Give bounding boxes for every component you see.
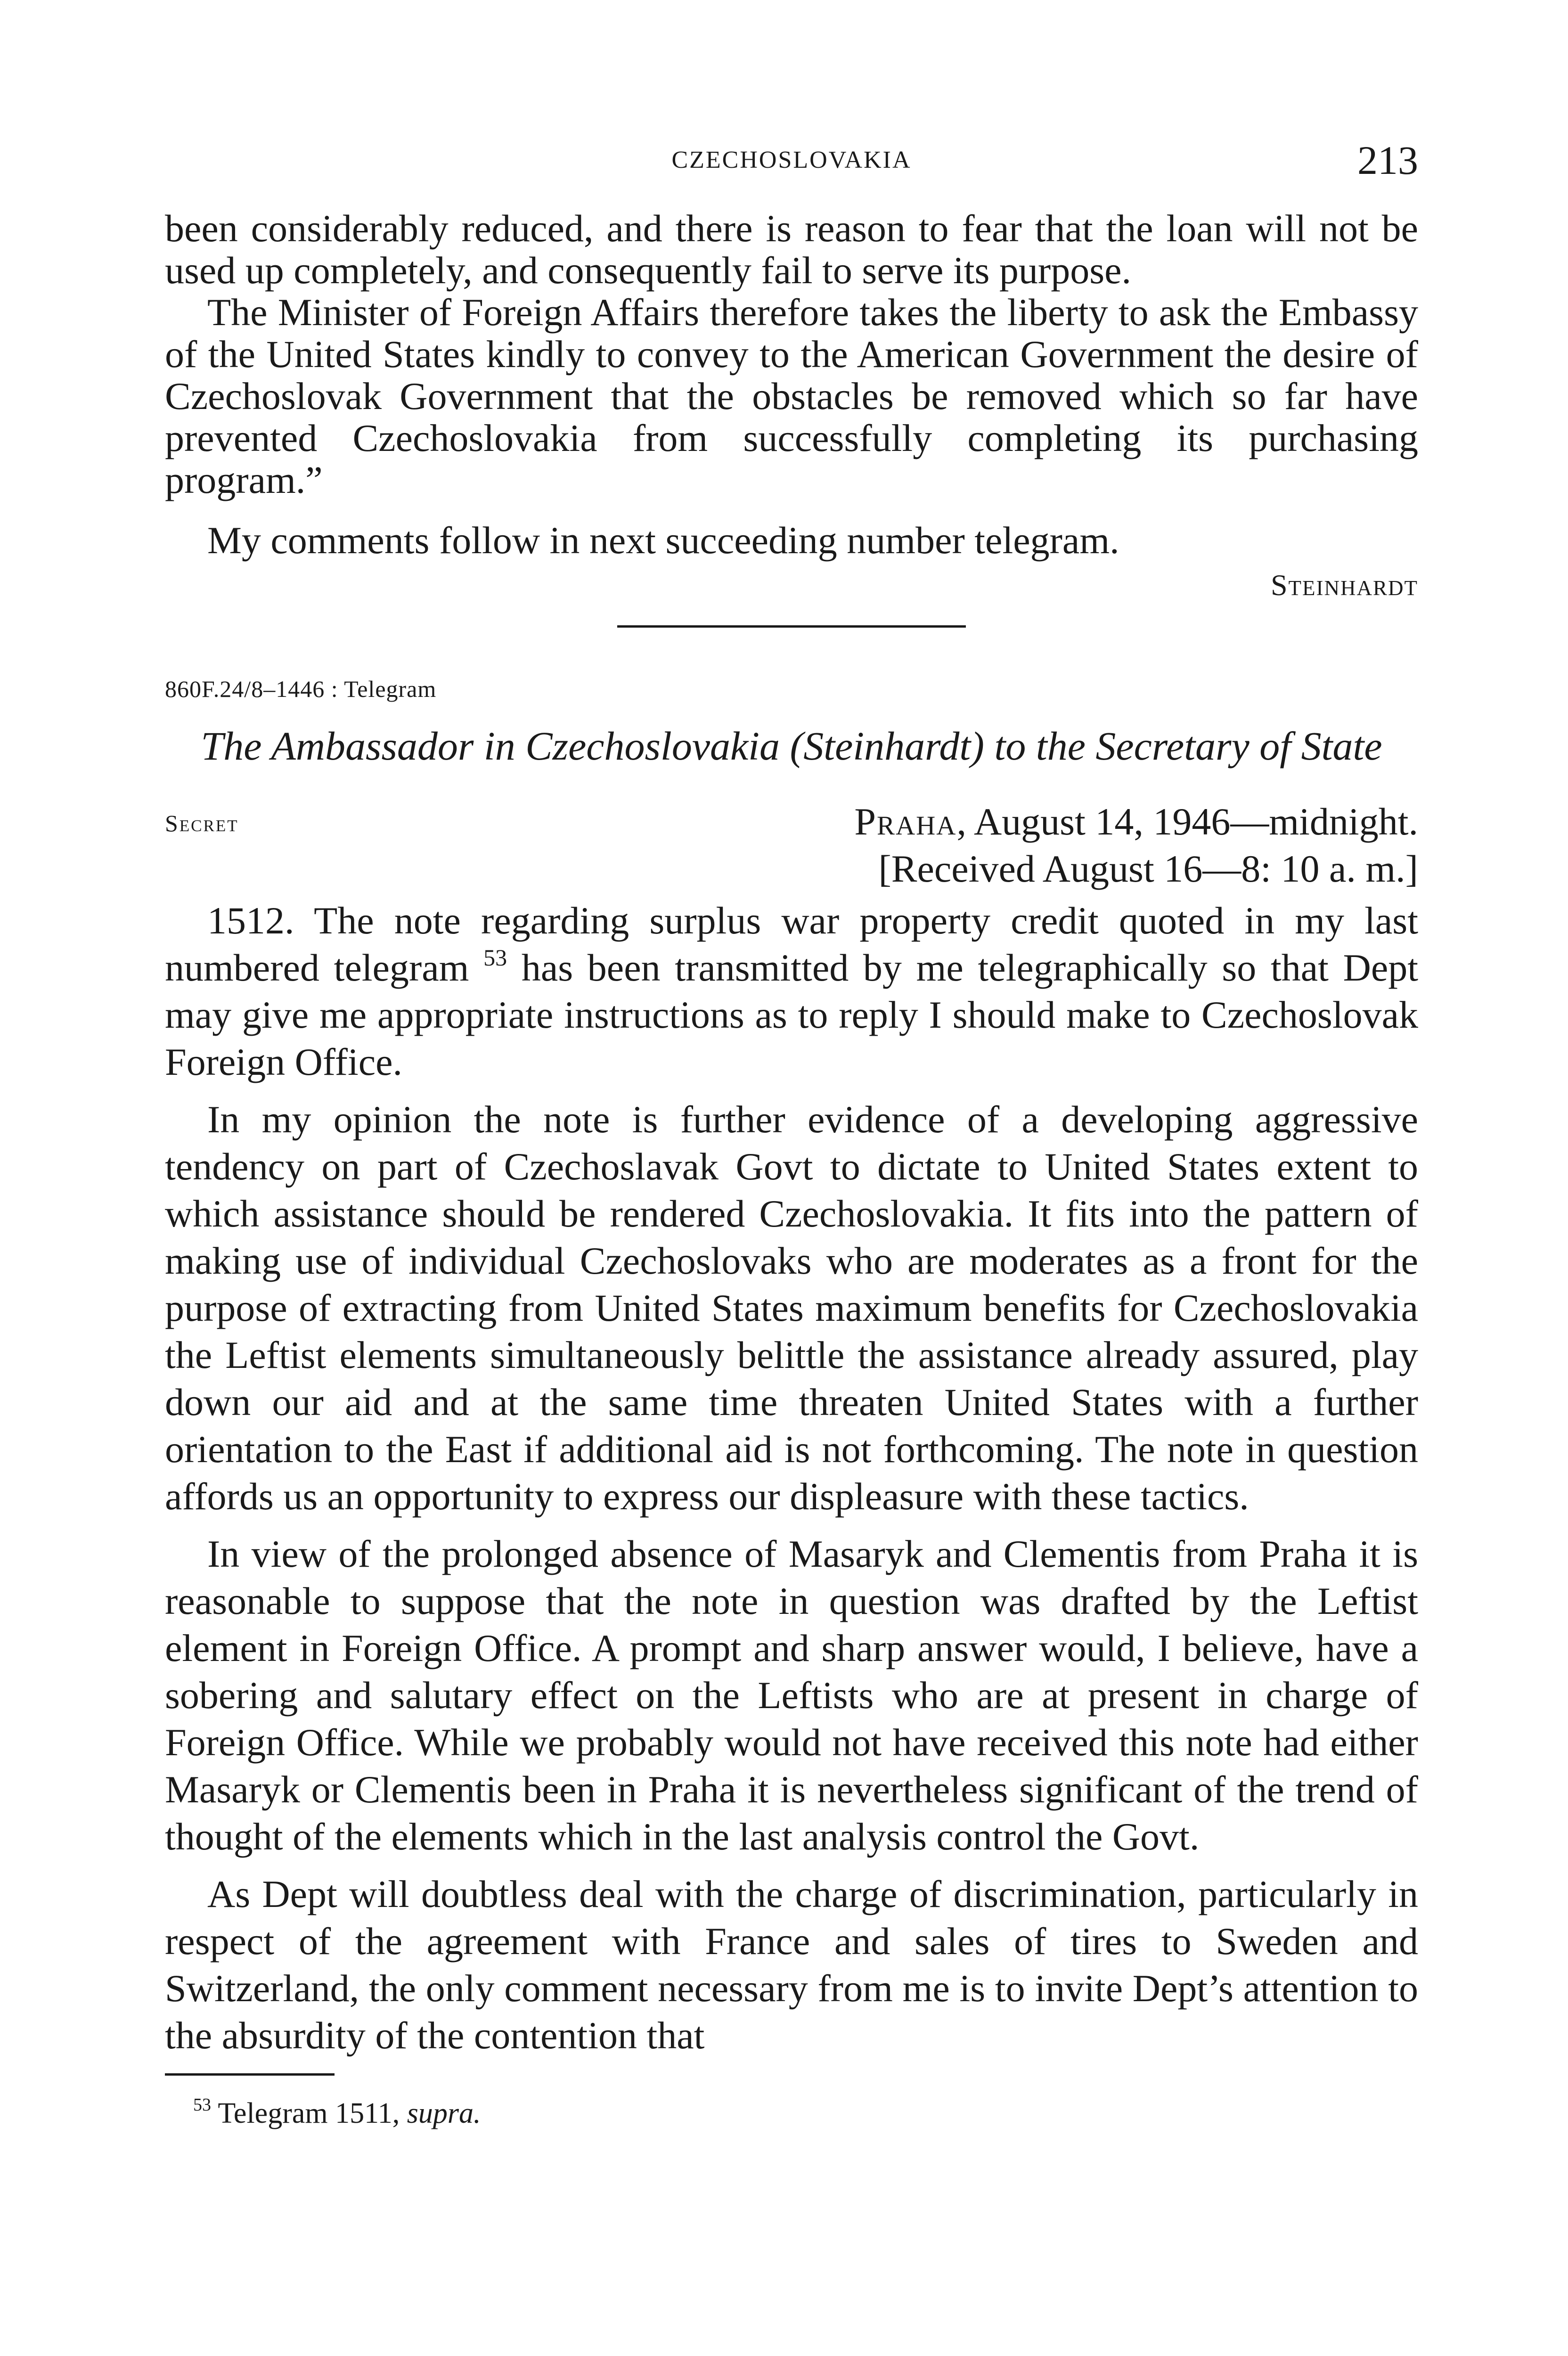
footnote-reference: 53 xyxy=(483,944,507,971)
document-page xyxy=(165,137,1418,2132)
dateline xyxy=(854,798,1418,892)
footnote-divider xyxy=(165,2073,335,2076)
page-number: 213 xyxy=(1357,138,1418,183)
classification-label: Secret xyxy=(165,810,239,836)
body-paragraph: In my opinion the note is further evidence of a developing aggressive tendency on part of Czechoslavak Govt to dictate to United States extent to which assistance should be rendered Czechoslovakia. It fits into the pattern of making use of individual Czechoslovaks who are moderates as a front for the purpose of extracting from United States maximum benefits for Czechoslovakia the Leftist elements simultaneously belittle the assistance already assured, play down our aid and at the same time threaten United States with a further orientation to the East if additional aid is not forthcoming. The note in question affords us an opportunity to express our displeasure with these tactics. xyxy=(165,1098,1418,1518)
quote-paragraph: The Minister of Foreign Affairs therefore takes the liberty to ask the Embassy of the United States kindly to convey to the American Government the desire of Czechoslovak Government that the obstacles be removed which so far have prevented Czechoslovakia from successfully completing its purchasing program.” xyxy=(165,291,1418,501)
footnote-text: Telegram 1511, xyxy=(218,2097,407,2129)
previous-document-quote xyxy=(165,207,1418,501)
place-name: Praha xyxy=(854,800,957,843)
running-head xyxy=(165,137,1418,207)
paragraph-text: has been transmitted by me telegraphically so that Dept may give me appropriate instructions as to reply I should make to Czechoslovak Foreign Office. xyxy=(165,946,1418,1083)
dateline-sent xyxy=(854,798,1418,845)
signature: Steinhardt xyxy=(1270,568,1418,602)
date-sent: , August 14, 1946—midnight. xyxy=(956,800,1418,843)
body-paragraph xyxy=(165,897,1418,1086)
footnote-marker: 53 xyxy=(193,2095,211,2115)
dateline-block xyxy=(165,798,1418,897)
body-paragraph: In view of the prolonged absence of Masaryk and Clementis from Praha it is reasonable to suppose that the note in question was drafted by the Leftist element in Foreign Office. A prompt and sharp answer would, I believe, have a sobering and salutary effect on the Leftists who are at present in charge of Foreign Office. While we probably would not have received this note had either Masaryk or Clementis been in Praha it is nevertheless significant of the trend of thought of the elements which in the last analysis control the Govt. xyxy=(165,1532,1418,1858)
paragraph-text: 1512. The note regarding surplus war property credit quoted in my last numbered telegram xyxy=(165,899,1418,989)
date-received: [Received August 16—8: 10 a. m.] xyxy=(878,847,1418,890)
body-paragraph: As Dept will doubtless deal with the charge of discrimination, particularly in respect of the agreement with France and sales of tires to Sweden and Switzerland, the only comment necessary from me is to invite Dept’s attention to the absurdity of the contention that xyxy=(165,1873,1418,2057)
document-title: The Ambassador in Czechoslovakia (Steinhardt) to the Secretary of State xyxy=(201,723,1382,769)
quote-paragraph: been considerably reduced, and there is reason to fear that the loan will not be used up completely, and consequently fail to serve its purpose. xyxy=(165,207,1418,292)
comments-line: My comments follow in next succeeding number telegram. xyxy=(207,519,1119,562)
footnote xyxy=(165,2094,1418,2132)
section-divider xyxy=(617,625,966,628)
footnote-emphasis: supra. xyxy=(407,2097,481,2129)
file-reference: 860F.24/8–1446 : Telegram xyxy=(165,676,437,702)
running-title: CZECHOSLOVAKIA xyxy=(671,147,912,173)
